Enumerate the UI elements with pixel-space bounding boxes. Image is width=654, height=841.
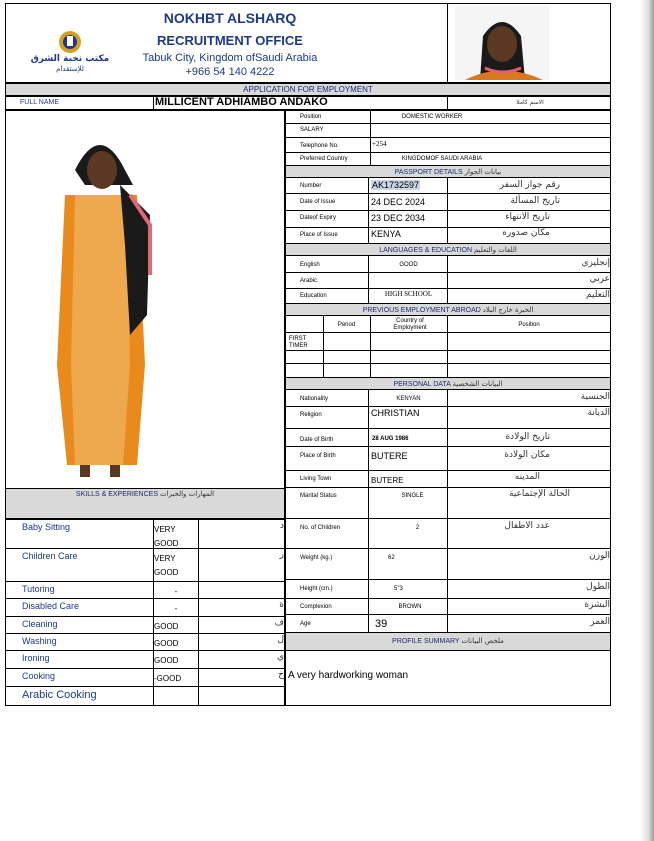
employment-col-country: Country of Employment (393, 318, 427, 331)
town-ar: المدينه (514, 472, 540, 482)
position-label: Position (300, 114, 322, 120)
education-label: Education (300, 293, 327, 299)
passport-number-value: AK1732597 (372, 180, 420, 190)
passport-issue-label: Date of Issue (300, 199, 336, 205)
full-name-label: FULL NAME (20, 99, 60, 106)
position-value: DOMESTIC WORKER (401, 114, 463, 120)
employment-col-position: Position (518, 322, 540, 328)
skill-level: VERY GOOD (154, 525, 179, 548)
passport-number-label: Number (300, 183, 322, 189)
skill-ar: ف (274, 618, 284, 628)
english-value: GOOD (399, 262, 418, 268)
height-value: 5"3 (394, 586, 403, 592)
skill-name: Children Care (22, 551, 78, 561)
skill-level: GOOD (154, 622, 179, 631)
complexion-ar: البشرة (584, 600, 610, 610)
skill-ar: ة (279, 600, 284, 610)
pob-ar: مكان الولادة (504, 450, 550, 460)
skill-level: - (174, 604, 178, 613)
arabic-ar: عربي (589, 274, 610, 284)
children-label: No. of Children (300, 525, 341, 531)
town-value: BUTERE (371, 476, 404, 485)
skill-level: GOOD (154, 639, 179, 648)
passport-issue-ar: تاريخ المسألة (510, 196, 560, 206)
marital-ar: الحالة الإجتماعية (509, 489, 570, 499)
agency-phone: +966 54 140 4222 (185, 66, 275, 78)
personal-header-label: PERSONAL DATA (393, 381, 451, 388)
age-value: 39 (375, 618, 388, 630)
nationality-ar: الجنسية (580, 392, 610, 402)
english-label: English (300, 262, 320, 268)
logo-text-ar: مكتب نخبة الشرق (30, 54, 110, 64)
languages-header (285, 243, 611, 256)
skill-level: VERY GOOD (154, 554, 179, 577)
page-edge-shadow (640, 0, 654, 841)
passport-header (285, 165, 611, 178)
skill-level: - (174, 587, 178, 596)
personal-header (285, 377, 611, 390)
full-body-photo (45, 125, 160, 485)
languages-header-label: LANGUAGES & EDUCATION (379, 247, 473, 254)
age-label: Age (300, 621, 311, 627)
height-label: Height (cm.) (300, 586, 333, 592)
nationality-value: KENYAN (396, 396, 421, 402)
employment-header-ar: الخبرة خارج البلاد (482, 306, 534, 314)
country-label: Preferred Country (300, 156, 348, 162)
employment-header (285, 303, 611, 316)
skill-level: GOOD (154, 656, 179, 665)
profile-header-label: PROFILE SUMMARY (392, 638, 460, 645)
passport-place-ar: مكان صدوره (502, 228, 550, 238)
passport-header-label: PASSPORT DETAILS (394, 169, 463, 176)
passport-expiry-value: 23 DEC 2034 (371, 213, 426, 223)
logo-sub-ar: للإستقدام (56, 65, 84, 73)
passport-place-value: KENYA (371, 229, 401, 239)
passport-issue-value: 24 DEC 2024 (371, 197, 426, 207)
age-ar: العمر (590, 617, 610, 627)
religion-value: CHRISTIAN (371, 408, 420, 418)
skills-header (5, 488, 285, 519)
full-name-value: MILLICENT ADHIAMBO ANDAKO (155, 96, 328, 108)
agency-logo (30, 30, 110, 75)
employment-first-timer: FIRST TIMER (289, 336, 308, 349)
skill-ar: د (279, 521, 284, 531)
pob-value: BUTERE (371, 451, 408, 461)
passport-place-label: Place of Issue (300, 232, 338, 238)
pob-label: Place of Birth (300, 453, 336, 459)
arabic-label: Arabic (300, 278, 318, 284)
passport-number-ar: رقم جواز السفر (499, 180, 560, 190)
weight-label: Weight (kg.) (300, 555, 333, 561)
profile-header-ar: ملخص البيانات (461, 637, 504, 645)
dob-value: 28 AUG 1986 (372, 436, 409, 442)
weight-value: 62 (388, 555, 395, 561)
skill-name: Cleaning (22, 619, 58, 629)
country-value: KINGDOMOF SAUDI ARABIA (401, 156, 483, 162)
salary-label: SALARY (300, 127, 324, 133)
skill-name: Washing (22, 636, 57, 646)
marital-value: SINGLE (401, 493, 424, 499)
skill-ar: ل (277, 635, 284, 645)
skill-ar: ر (279, 550, 284, 560)
dob-ar: تاريخ الولادة (505, 432, 550, 442)
town-label: Living Town (300, 476, 332, 482)
english-ar: إنجليزي (581, 258, 610, 268)
employment-header-label: PREVIOUS EMPLOYMENT ABROAD (362, 307, 481, 314)
complexion-label: Complexion (300, 604, 332, 610)
children-ar: عدد الاطفال (504, 521, 550, 531)
telephone-value: +254 (372, 140, 387, 148)
employment-col-period: Period (337, 322, 356, 328)
education-ar: التعليم (586, 290, 610, 300)
application-title: APPLICATION FOR EMPLOYMENT (5, 83, 611, 96)
skill-ar: ي (276, 652, 284, 662)
full-name-ar: الاسم كاملا (516, 99, 544, 106)
skill-ar: خ (278, 670, 284, 680)
telephone-label: Telephone No. (300, 143, 339, 149)
weight-ar: الوزن (589, 551, 610, 561)
personal-header-ar: البيانات الشخصية (452, 380, 503, 388)
passport-expiry-ar: تاريخ الانتهاء (505, 212, 550, 222)
skill-name: Tutoring (22, 584, 55, 594)
dob-label: Date of Birth (300, 437, 334, 443)
agency-address: Tabuk City, Kingdom ofSaudi Arabia (142, 52, 318, 64)
children-value: 2 (415, 525, 420, 531)
agency-office: RECRUITMENT OFFICE (157, 33, 303, 48)
skills-header-label: SKILLS & EXPERIENCES (75, 491, 158, 498)
religion-label: Religion (300, 412, 322, 418)
skills-header-ar: المهارات والخبرات (159, 490, 215, 498)
skill-name: Ironing (22, 653, 50, 663)
skill-level: -GOOD (154, 674, 182, 683)
languages-header-ar: اللغات والتعليم (474, 246, 517, 254)
religion-ar: الديانة (587, 408, 610, 418)
skill-name: Arabic Cooking (22, 689, 97, 701)
agency-name: NOKHBT ALSHARQ (163, 10, 297, 26)
skill-name: Cooking (22, 671, 56, 681)
education-value: HIGH SCHOOL (384, 290, 433, 298)
complexion-value: BROWN (398, 604, 422, 610)
passport-header-ar: بيانات الجواز (464, 168, 502, 176)
profile-header (285, 632, 611, 651)
nationality-label: Nationality (300, 396, 329, 402)
profile-text: A very hardworking woman (288, 670, 409, 681)
height-ar: الطول (586, 582, 610, 592)
skill-name: Baby Sitting (22, 522, 71, 532)
headshot-photo (455, 6, 549, 80)
skill-name: Disabled Care (22, 601, 80, 611)
marital-label: Marital Status (300, 493, 337, 499)
passport-expiry-label: Dateof Expiry (300, 215, 337, 221)
